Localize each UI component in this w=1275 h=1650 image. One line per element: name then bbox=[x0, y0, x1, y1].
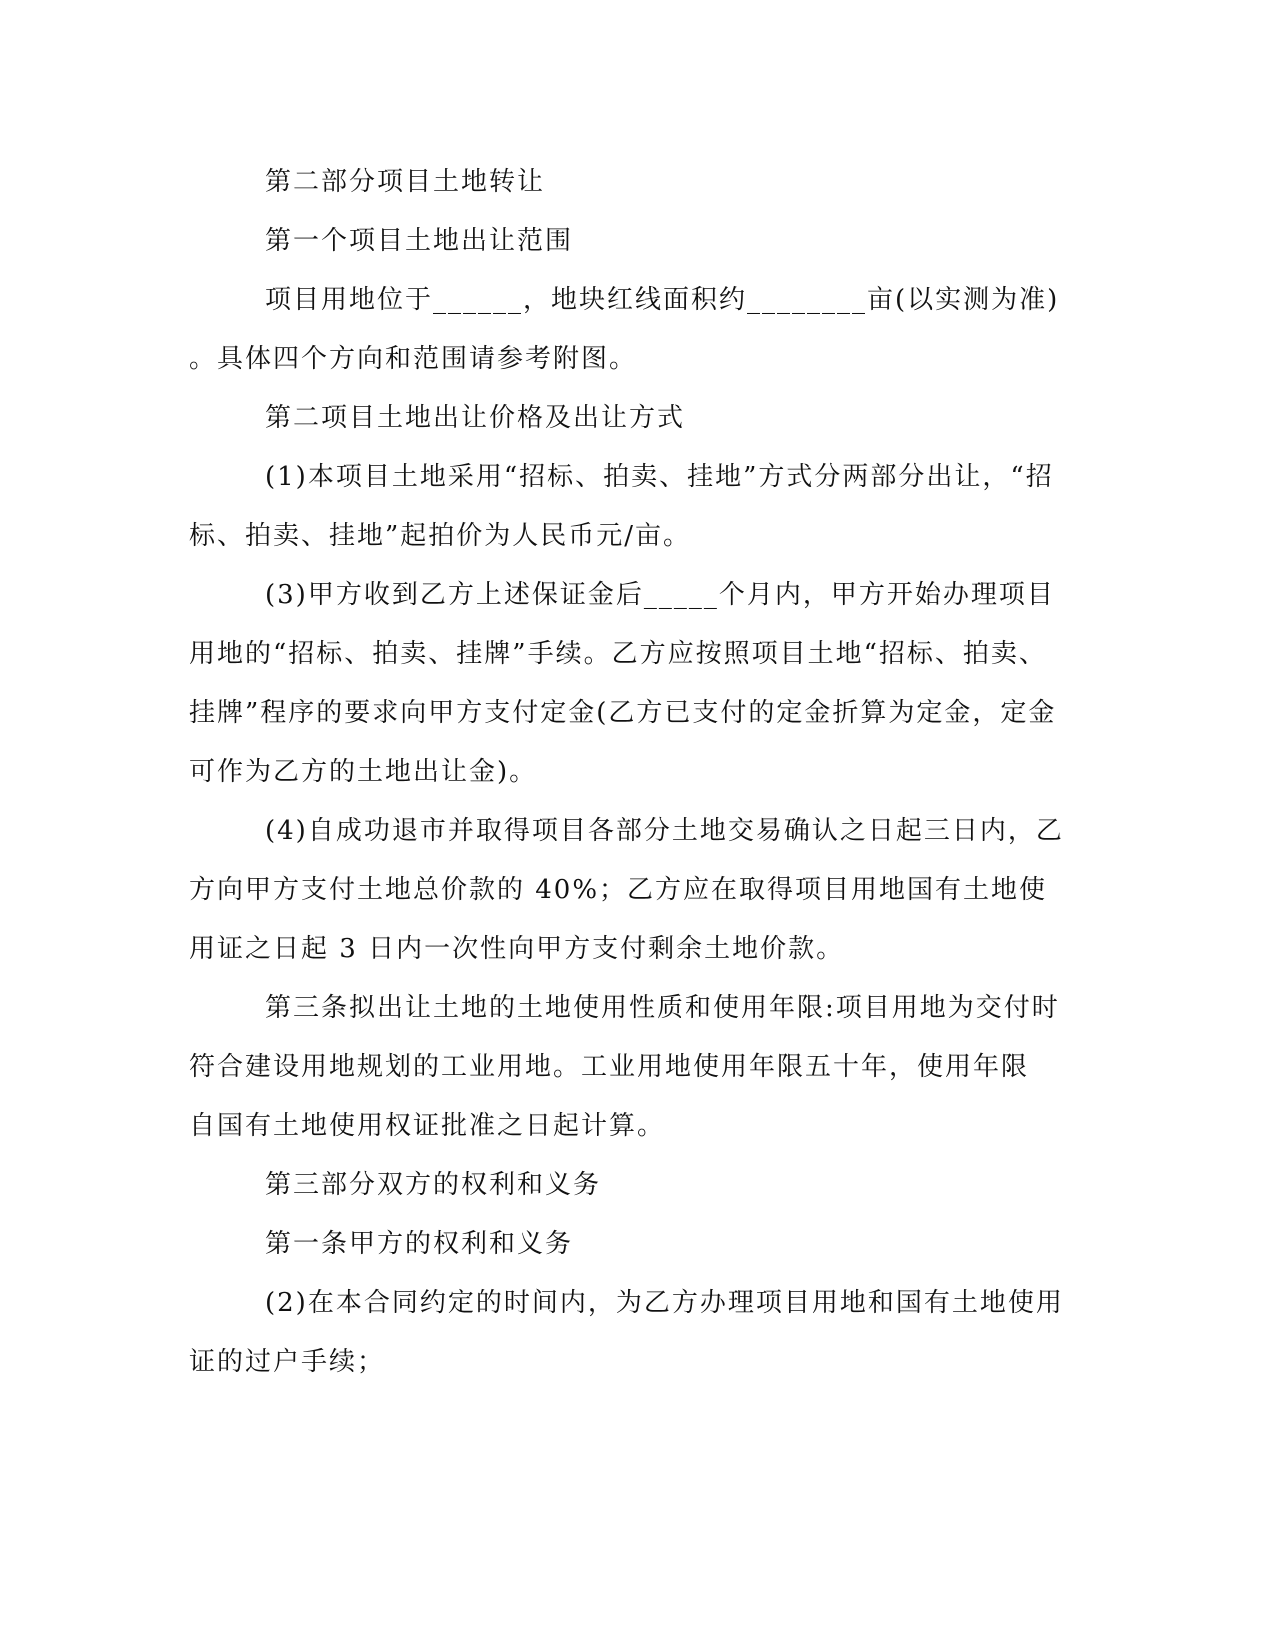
paragraph-line: 第三条拟出让土地的土地使用性质和使用年限:项目用地为交付时 bbox=[265, 993, 1060, 1023]
paragraph-line: 用地的“招标、拍卖、挂牌”手续。乙方应按照项目土地“招标、拍卖、 bbox=[189, 639, 1047, 669]
paragraph-line: 标、拍卖、挂地”起拍价为人民币元/亩。 bbox=[189, 521, 692, 551]
article-heading-scope: 第一个项目土地出让范围 bbox=[265, 226, 574, 256]
article-heading-price: 第二项目土地出让价格及出让方式 bbox=[265, 403, 686, 433]
paragraph-line: (4)自成功退市并取得项目各部分土地交易确认之日起三日内，乙 bbox=[265, 816, 1064, 846]
paragraph-line: 挂牌”程序的要求向甲方支付定金(乙方已支付的定金折算为定金，定金 bbox=[189, 698, 1057, 728]
paragraph-line: 。具体四个方向和范围请参考附图。 bbox=[189, 344, 638, 374]
paragraph-line: 用证之日起 3 日内一次性向甲方支付剩余土地价款。 bbox=[189, 934, 845, 964]
paragraph-line: 方向甲方支付土地总价款的 40%；乙方应在取得项目用地国有土地使 bbox=[189, 875, 1048, 905]
paragraph-line: 项目用地位于______，地块红线面积约________亩(以实测为准) bbox=[265, 285, 1060, 315]
paragraph-line: 自国有土地使用权证批准之日起计算。 bbox=[189, 1111, 666, 1141]
paragraph-line: 证的过户手续； bbox=[189, 1347, 386, 1377]
paragraph-line: (1)本项目土地采用“招标、拍卖、挂地”方式分两部分出让，“招 bbox=[265, 462, 1054, 492]
section-heading-part-three: 第三部分双方的权利和义务 bbox=[265, 1170, 602, 1200]
paragraph-line: 符合建设用地规划的工业用地。工业用地使用年限五十年，使用年限 bbox=[189, 1052, 1030, 1082]
article-heading-party-a: 第一条甲方的权利和义务 bbox=[265, 1229, 574, 1259]
paragraph-line: (2)在本合同约定的时间内，为乙方办理项目用地和国有土地使用 bbox=[265, 1288, 1064, 1318]
section-heading-part-two: 第二部分项目土地转让 bbox=[265, 167, 546, 197]
paragraph-line: 可作为乙方的土地出让金)。 bbox=[189, 757, 538, 787]
paragraph-line: (3)甲方收到乙方上述保证金后_____个月内，甲方开始办理项目 bbox=[265, 580, 1055, 610]
